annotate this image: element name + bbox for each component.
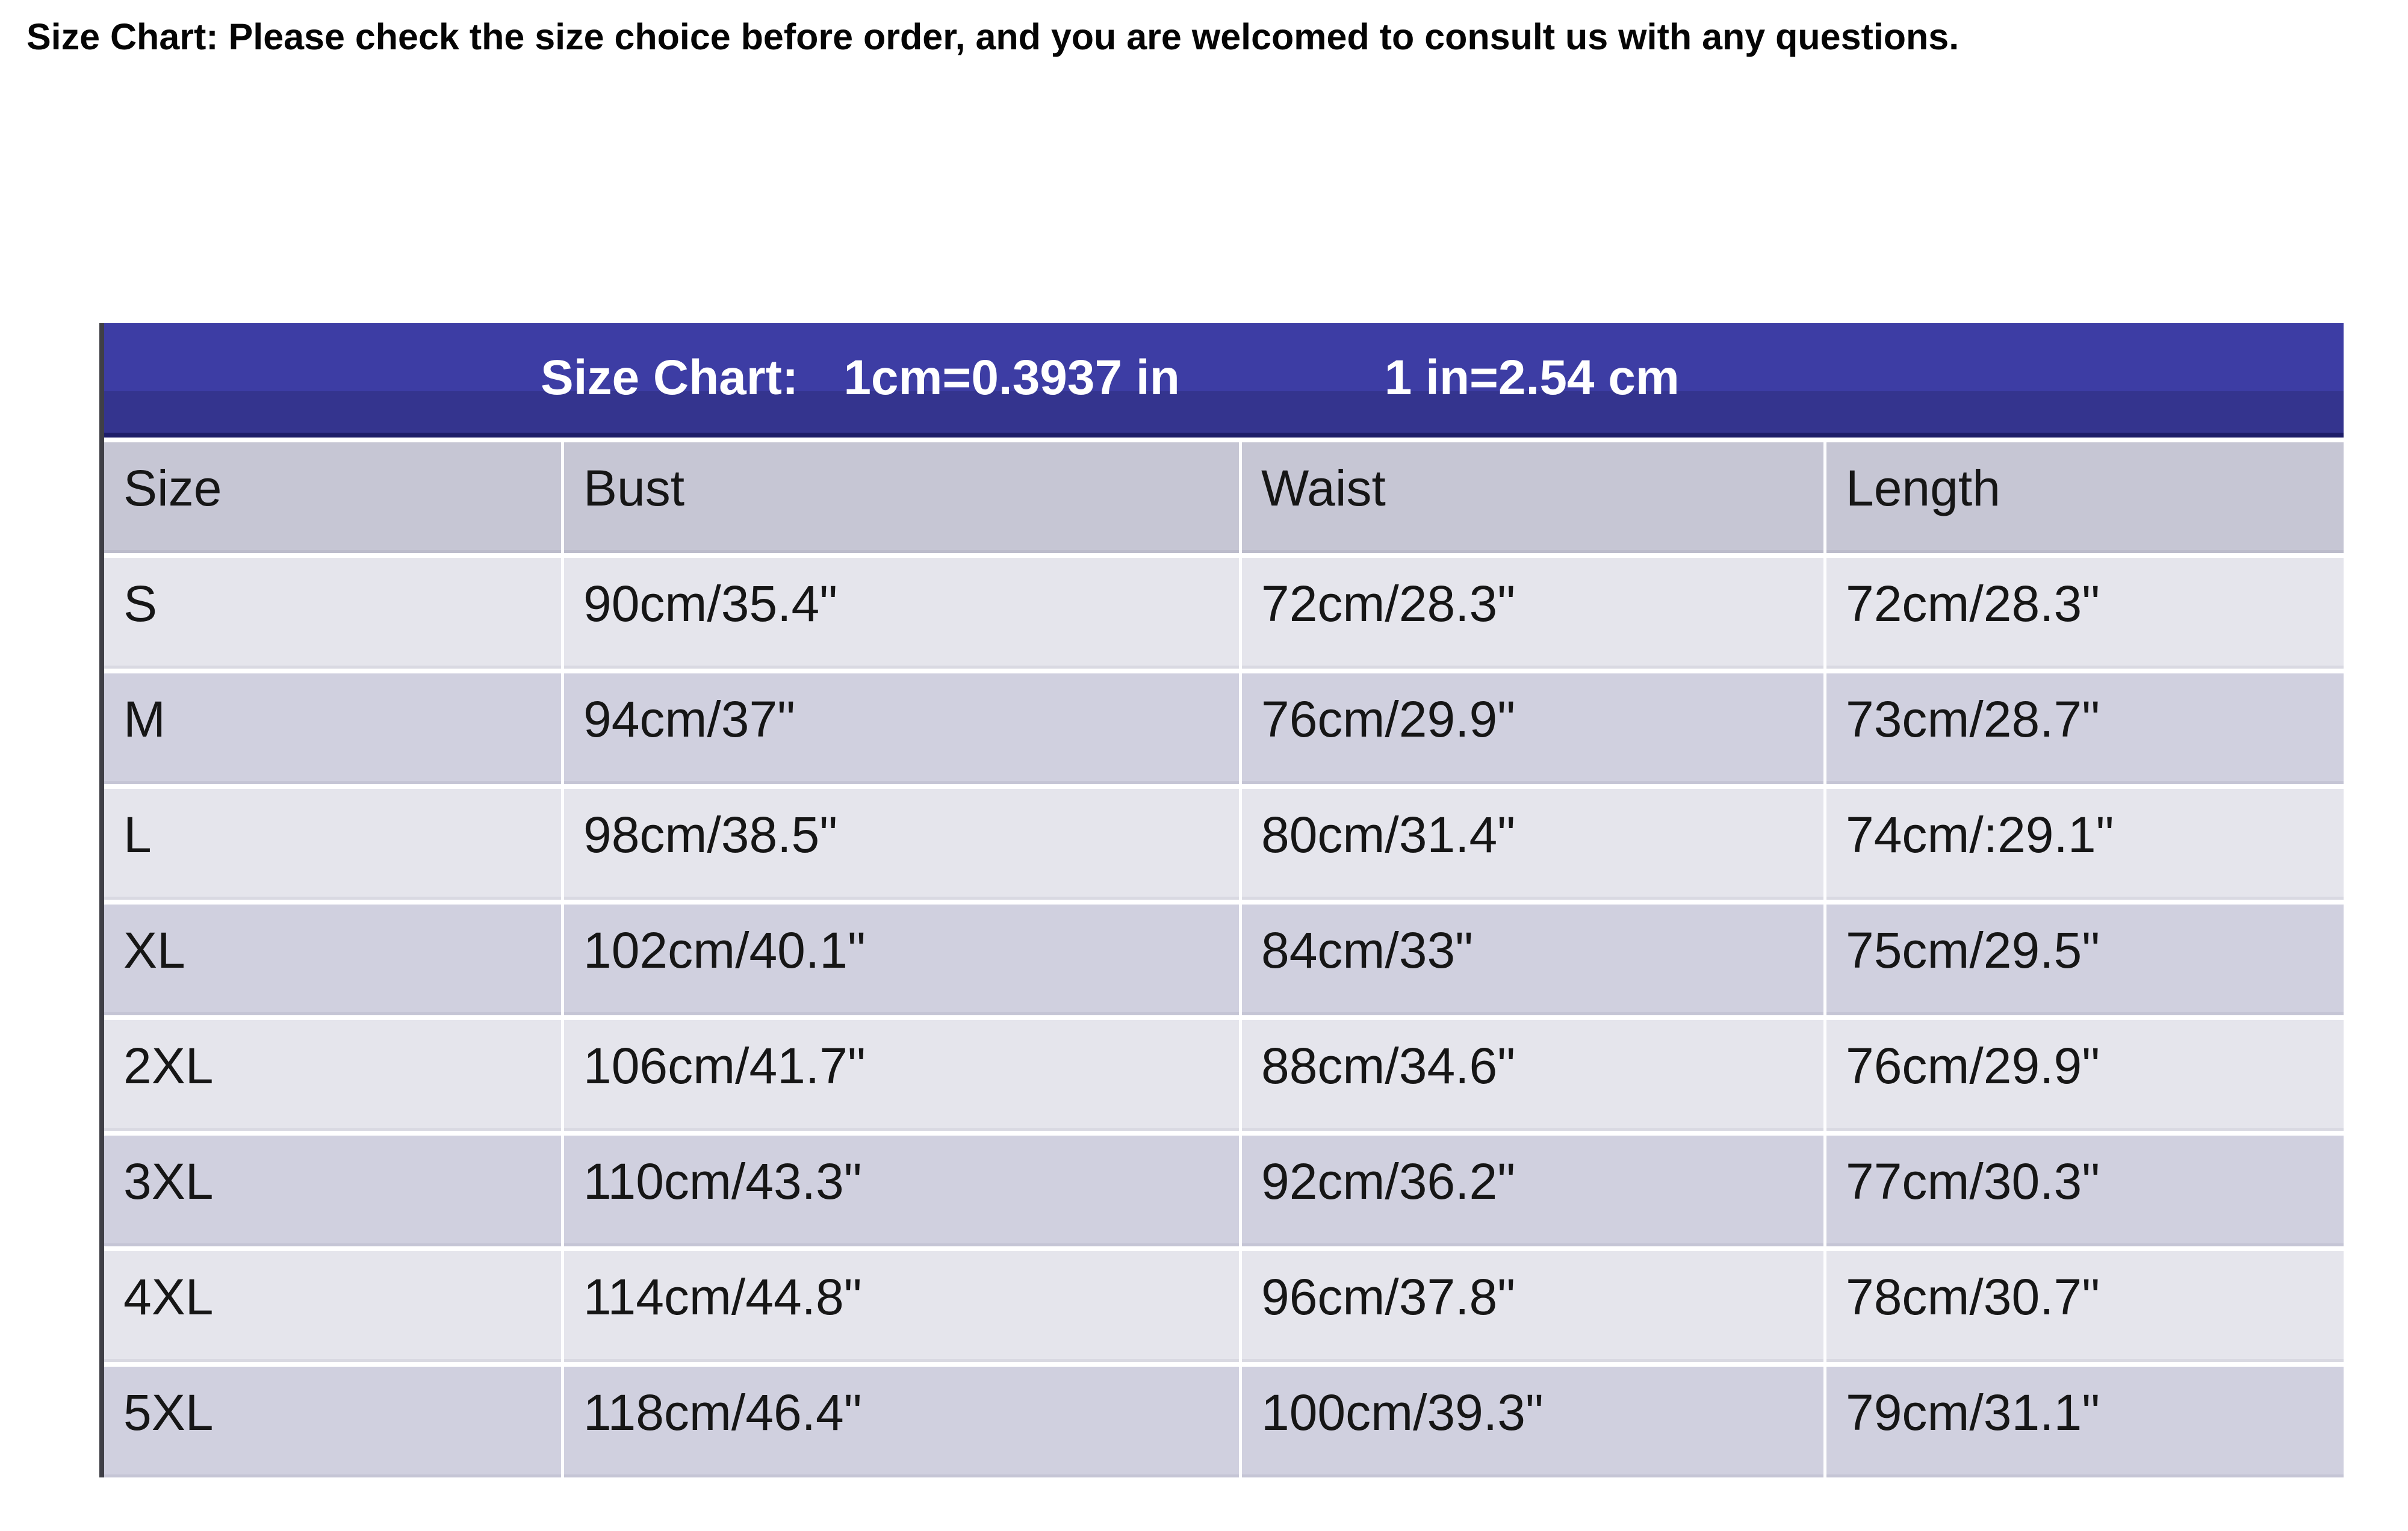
cell-bust: 118cm/46.4" [561, 1367, 1239, 1477]
table-row [104, 673, 2344, 784]
notice-text: Size Chart: Please check the size choice before order, and you are welcomed to consult us with any questions. [26, 16, 1960, 57]
table-row [104, 1367, 2344, 1477]
cell-size: 5XL [123, 1384, 214, 1441]
cell-size: M [123, 691, 166, 747]
cell-waist: 92cm/36.2" [1239, 1136, 1823, 1246]
cell-bust: 94cm/37" [561, 673, 1239, 784]
cell-waist: 72cm/28.3" [1239, 558, 1823, 669]
cell-length: 73cm/28.7" [1823, 673, 2344, 784]
table-row [104, 1251, 2344, 1362]
table-row [104, 789, 2344, 900]
cell-size: 2XL [123, 1038, 214, 1094]
table-row [104, 905, 2344, 1015]
cell-waist: 100cm/39.3" [1239, 1367, 1823, 1477]
cell-size: 4XL [123, 1269, 214, 1325]
cell-size: L [123, 806, 152, 863]
cell-length: 78cm/30.7" [1823, 1251, 2344, 1362]
cell-waist: 84cm/33" [1239, 905, 1823, 1015]
cell-bust: 114cm/44.8" [561, 1251, 1239, 1362]
cell-size: S [123, 575, 158, 632]
table-title: Size Chart: [541, 350, 799, 405]
cell-length: 72cm/28.3" [1823, 558, 2344, 669]
column-header-length: Length [1823, 442, 2344, 553]
cell-bust: 102cm/40.1" [561, 905, 1239, 1015]
conversion-cm-to-in: 1cm=0.3937 in [843, 350, 1180, 405]
cell-bust: 90cm/35.4" [561, 558, 1239, 669]
cell-bust: 110cm/43.3" [561, 1136, 1239, 1246]
cell-size: 3XL [123, 1153, 214, 1210]
cell-waist: 88cm/34.6" [1239, 1020, 1823, 1131]
table-row [104, 1020, 2344, 1131]
cell-length: 76cm/29.9" [1823, 1020, 2344, 1131]
column-header-bust: Bust [561, 442, 1239, 553]
column-header-row [104, 442, 2344, 553]
table-title-bar [104, 323, 2344, 438]
size-chart-table [99, 323, 2344, 1477]
cell-bust: 106cm/41.7" [561, 1020, 1239, 1131]
cell-waist: 80cm/31.4" [1239, 789, 1823, 900]
conversion-in-to-cm: 1 in=2.54 cm [1384, 350, 1680, 405]
cell-length: 75cm/29.5" [1823, 905, 2344, 1015]
table-body [104, 558, 2344, 1477]
cell-size: XL [123, 922, 185, 979]
cell-bust: 98cm/38.5" [561, 789, 1239, 900]
cell-waist: 96cm/37.8" [1239, 1251, 1823, 1362]
table-row [104, 1136, 2344, 1246]
table-row [104, 558, 2344, 669]
cell-waist: 76cm/29.9" [1239, 673, 1823, 784]
column-header-size: Size [123, 460, 222, 516]
cell-length: 79cm/31.1" [1823, 1367, 2344, 1477]
cell-length: 77cm/30.3" [1823, 1136, 2344, 1246]
cell-length: 74cm/:29.1" [1823, 789, 2344, 900]
column-header-waist: Waist [1239, 442, 1823, 553]
